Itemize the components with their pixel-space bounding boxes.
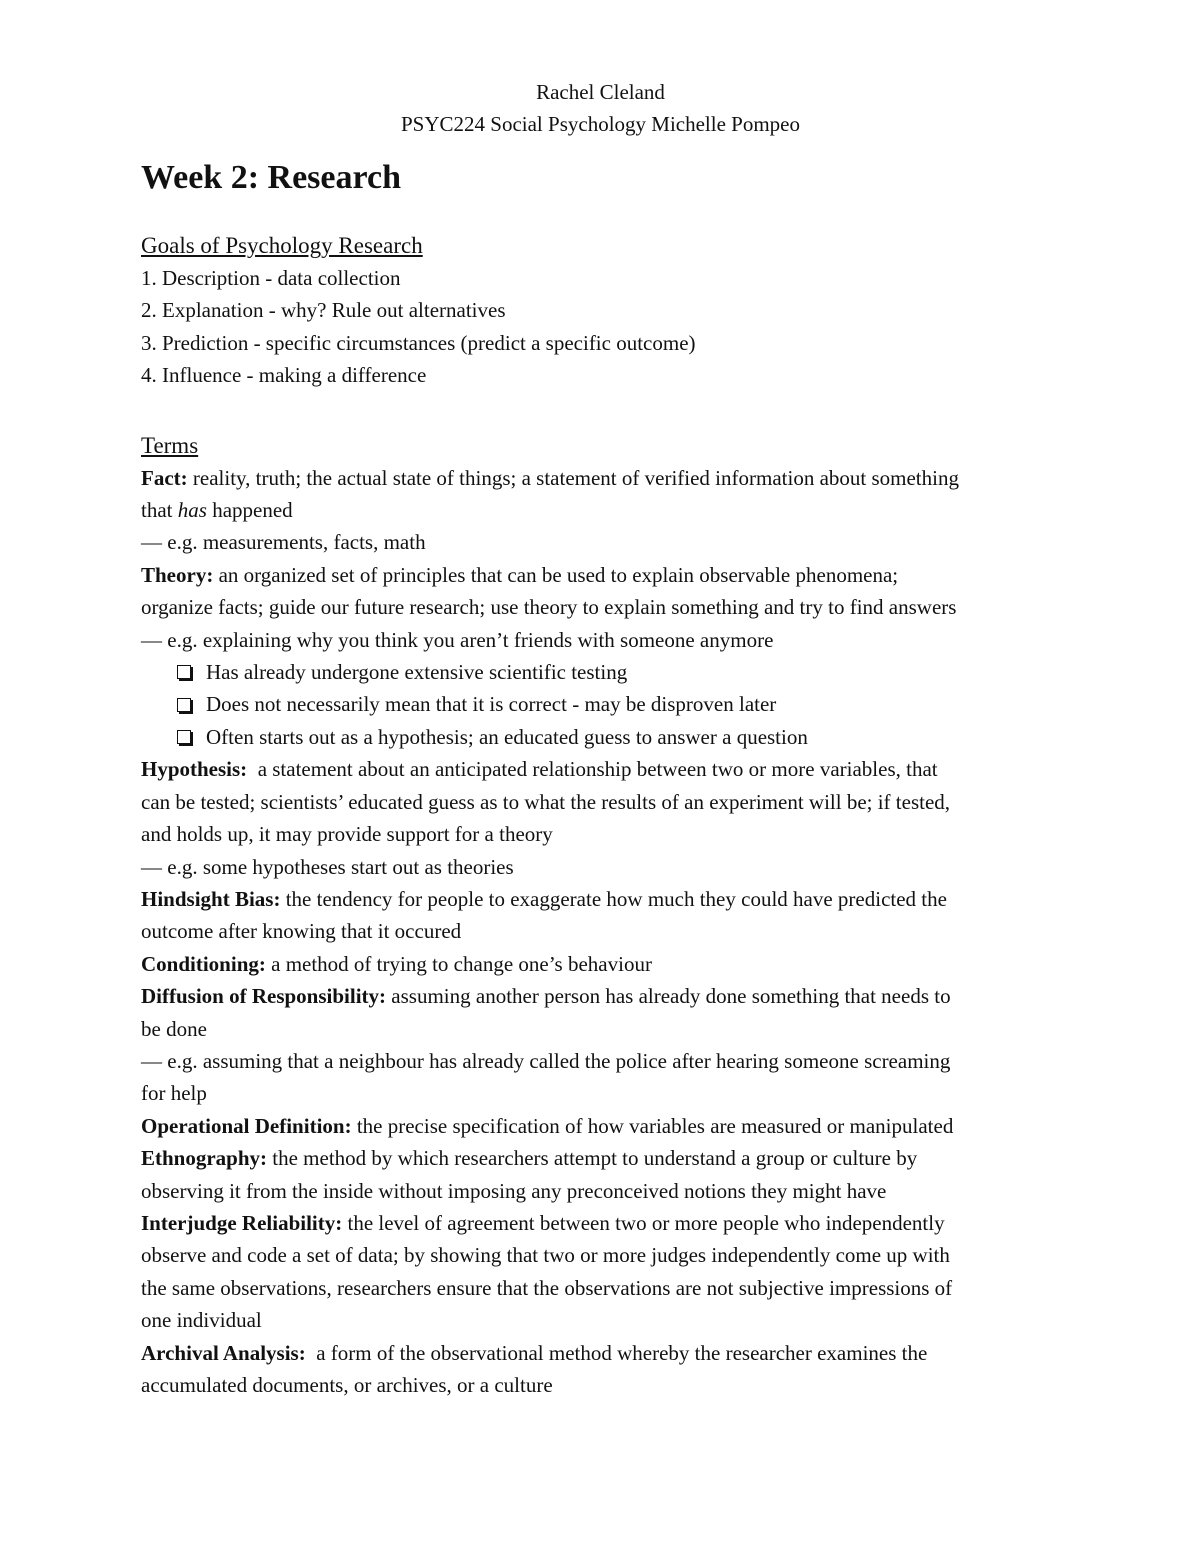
checkbox-icon [177, 730, 191, 744]
checklist-item [177, 688, 1060, 720]
fact-definition [141, 462, 1060, 494]
hindsight-definition-cont: outcome after knowing that it occured [141, 919, 462, 944]
interjudge-term: Interjudge Reliability: [141, 1210, 343, 1235]
theory-definition-cont: organize facts; guide our future research; use theory to explain something and try to find answers [141, 595, 957, 620]
diffusion-def-text: assuming another person has already done something that needs to [386, 984, 951, 1009]
ethnography-def-text: the method by which researchers attempt to understand a group or culture by [267, 1146, 918, 1171]
theory-example: — e.g. explaining why you think you aren’t friends with someone anymore [141, 627, 774, 652]
hypothesis-definition-cont-2: and holds up, it may provide support for a theory [141, 822, 553, 847]
checklist-item [177, 656, 1060, 688]
interjudge-definition-cont: observe and code a set of data; by showing that two or more judges independently come up with [141, 1243, 950, 1268]
ethnography-term: Ethnography: [141, 1146, 268, 1171]
hindsight-term: Hindsight Bias: [141, 886, 281, 911]
checklist-item [177, 721, 1060, 753]
terms-heading: Terms [141, 432, 199, 458]
conditioning-def-text: a method of trying to change one’s behaviour [265, 951, 652, 976]
archival-definition [141, 1337, 1060, 1369]
hypothesis-term: Hypothesis: [141, 757, 248, 782]
checkbox-icon [177, 665, 191, 679]
diffusion-term: Diffusion of Responsibility: [141, 984, 387, 1009]
operational-term: Operational Definition: [141, 1113, 352, 1138]
interjudge-definition-cont-2: the same observations, researchers ensure that the observations are not subjective impressions of [141, 1275, 953, 1300]
checkbox-icon [177, 698, 191, 712]
hindsight-def-text: the tendency for people to exaggerate how much they could have predicted the [280, 886, 947, 911]
theory-checklist [141, 656, 1060, 753]
goal-item-4: 4. Influence - making a difference [141, 363, 427, 388]
ethnography-definition-cont: observing it from the inside without imposing any preconceived notions they might have [141, 1178, 887, 1203]
checklist-item-text: Has already undergone extensive scientific testing [206, 660, 628, 685]
interjudge-def-text: the level of agreement between two or more people who independently [342, 1210, 945, 1235]
checklist-item-text: Does not necessarily mean that it is correct - may be disproven later [206, 692, 777, 717]
archival-definition-cont: accumulated documents, or archives, or a culture [141, 1373, 553, 1397]
fact-example: — e.g. measurements, facts, math [141, 530, 426, 555]
goals-heading: Goals of Psychology Research [141, 233, 423, 258]
operational-definition [141, 1110, 1060, 1142]
page-title: Week 2: Research [141, 159, 401, 196]
hypothesis-def-text: a statement about an anticipated relationship between two or more variables, that [247, 757, 938, 782]
operational-def-text: the precise specification of how variables are measured or manipulated [351, 1113, 954, 1138]
diffusion-example: — e.g. assuming that a neighbour has already called the police after hearing someone screaming [141, 1048, 951, 1073]
theory-definition [141, 559, 1060, 591]
theory-term: Theory: [141, 562, 214, 587]
hypothesis-definition-cont: can be tested; scientists’ educated guess as to what the results of an experiment will be; if tested, [141, 789, 951, 814]
goal-item-3: 3. Prediction - specific circumstances (predict a specific outcome) [141, 330, 696, 355]
hypothesis-example: — e.g. some hypotheses start out as theories [141, 854, 514, 879]
ethnography-definition [141, 1142, 1060, 1174]
course-info: PSYC224 Social Psychology Michelle Pompeo [401, 112, 800, 136]
diffusion-definition [141, 980, 1060, 1012]
diffusion-definition-cont: be done [141, 1016, 207, 1041]
fact-def-italic: has [177, 498, 207, 523]
fact-def-text: reality, truth; the actual state of things; a statement of verified information about something [187, 465, 959, 490]
interjudge-definition [141, 1207, 1060, 1239]
author-name: Rachel Cleland [536, 80, 665, 104]
interjudge-definition-cont-3: one individual [141, 1308, 262, 1333]
fact-definition-cont [141, 494, 1060, 526]
hindsight-definition [141, 883, 1060, 915]
checklist-item-text: Often starts out as a hypothesis; an educated guess to answer a question [206, 724, 808, 749]
fact-def-text-2: that [141, 498, 178, 523]
theory-def-text: an organized set of principles that can be used to explain observable phenomena; [213, 562, 899, 587]
archival-def-text: a form of the observational method whereby the researcher examines the [305, 1340, 928, 1365]
goal-item-2: 2. Explanation - why? Rule out alternatives [141, 298, 506, 323]
goal-item-1: 1. Description - data collection [141, 266, 401, 290]
fact-def-text-3: happened [206, 498, 293, 523]
fact-term: Fact: [141, 465, 188, 490]
hypothesis-definition [141, 753, 1060, 785]
conditioning-definition [141, 948, 1060, 980]
conditioning-term: Conditioning: [141, 951, 266, 976]
archival-term: Archival Analysis: [141, 1340, 306, 1365]
diffusion-example-cont: for help [141, 1081, 207, 1106]
